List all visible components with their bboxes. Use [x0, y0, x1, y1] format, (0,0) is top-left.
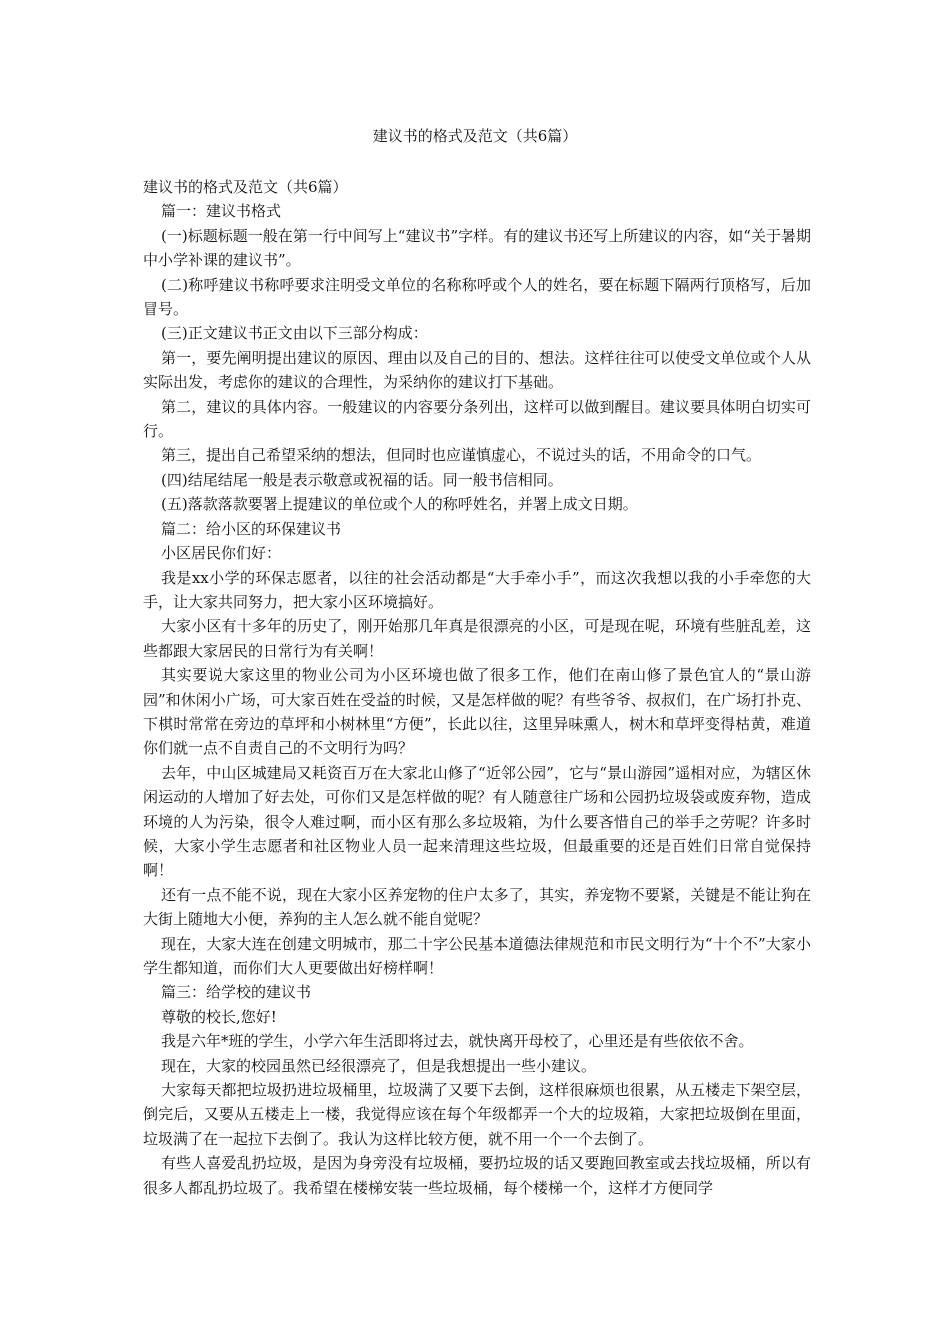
- paragraph: 现在，大家的校园虽然已经很漂亮了，但是我想提出一些小建议。: [161, 1056, 597, 1075]
- paragraph: 大家小区有十多年的历史了，刚开始那几年真是很漂亮的小区，可是现在呢，环境有些脏乱差，这些都跟大家居民的日常行为有关啊！: [143, 617, 811, 660]
- salutation: 小区居民你们好：: [161, 544, 282, 563]
- paragraph: 我是六年*班的学生，小学六年生活即将过去，就快离开母校了，心里还是有些依依不舍。: [161, 1032, 754, 1051]
- section-heading: 篇一：建议书格式: [161, 202, 282, 221]
- paragraph: 其实要说大家这里的物业公司为小区环境也做了很多工作，他们在南山修了景色宜人的“景山游园”和休闲小广场，可大家百姓在受益的时候，又是怎样做的呢？有些爷爷、叔叔们，在广场打扑克、下棋时常常在旁边的草坪和小树林里“方便”，长此以往，这里异味熏人，树木和草坪变得枯黄，难道你们就一点不自责自己的不文明行为吗？: [143, 666, 811, 758]
- paragraph: 大家每天都把垃圾扔进垃圾桶里，垃圾满了又要下去倒，这样很麻烦也很累，从五楼走下架空层，倒完后，又要从五楼走上一楼，我觉得应该在每个年级都弄一个大的垃圾箱，大家把垃圾倒在里面，垃圾满了在一起拉下去倒了。我认为这样比较方便，就不用一个一个去倒了。: [143, 1081, 811, 1148]
- paragraph: 有些人喜爱乱扔垃圾，是因为身旁没有垃圾桶，要扔垃圾的话又要跑回教室或去找垃圾桶，所以有很多人都乱扔垃圾了。我希望在楼梯安装一些垃圾桶，每个楼梯一个，这样才方便同学: [143, 1154, 811, 1197]
- paragraph: 我是xx小学的环保志愿者，以往的社会活动都是“大手牵小手”，而这次我想以我的小手牵您的大手，让大家共同努力，把大家小区环境搞好。: [143, 568, 811, 611]
- section-heading: 篇二：给小区的环保建议书: [161, 519, 342, 538]
- section-heading: 篇三：给学校的建议书: [161, 983, 312, 1002]
- page-title: 建议书的格式及范文（共6篇）: [372, 127, 578, 145]
- paragraph: 第二，建议的具体内容。一般建议的内容要分条列出，这样可以做到醒目。建议要具体明白切实可行。: [143, 397, 811, 441]
- paragraph: 建议书的格式及范文（共6篇）: [143, 178, 348, 196]
- paragraph: 还有一点不能不说，现在大家小区养宠物的住户太多了，其实，养宠物不要紧，关键是不能让狗在大街上随地大小便，养狗的主人怎么就不能自觉呢？: [143, 885, 811, 929]
- paragraph: 第三，提出自己希望采纳的想法，但同时也应谨慎虚心，不说过头的话，不用命令的口气。: [161, 446, 762, 465]
- paragraph: (二)称呼建议书称呼要求注明受文单位的名称称呼或个人的姓名，要在标题下隔两行顶格写，后加冒号。: [143, 275, 811, 319]
- paragraph: (一)标题标题一般在第一行中间写上“建议书”字样。有的建议书还写上所建议的内容，如“关于暑期中小学补课的建议书”。: [143, 226, 811, 270]
- paragraph: 第一，要先阐明提出建议的原因、理由以及自己的目的、想法。这样往往可以使受文单位或个人从实际出发，考虑你的建议的合理性，为采纳你的建议打下基础。: [143, 348, 811, 392]
- document-body: [143, 175, 811, 1200]
- salutation: 尊敬的校长,您好!: [161, 1007, 277, 1026]
- paragraph: (四)结尾结尾一般是表示敬意或祝福的话。同一般书信相同。: [161, 470, 563, 489]
- paragraph: 去年，中山区城建局又耗资百万在大家北山修了“近邻公园”，它与“景山游园”遥相对应，为辖区休闲运动的人增加了好去处，可你们又是怎样做的呢？有人随意往广场和公园扔垃圾袋或废弃物，造成环境的人为污染，很令人难过啊，而小区有那么多垃圾箱，为什么要吝惜自己的举手之劳呢？许多时候，大家小学生志愿者和社区物业人员一起来清理这些垃圾，但最重要的还是百姓们日常自觉保持啊！: [143, 763, 811, 880]
- paragraph: 现在，大家大连在创建文明城市，那二十字公民基本道德法律规范和市民文明行为“十个不”大家小学生都知道，而你们大人更要做出好榜样啊！: [143, 934, 811, 977]
- paragraph: (五)落款落款要署上提建议的单位或个人的称呼姓名，并署上成文日期。: [161, 495, 638, 514]
- paragraph: (三)正文建议书正文由以下三部分构成：: [161, 324, 428, 343]
